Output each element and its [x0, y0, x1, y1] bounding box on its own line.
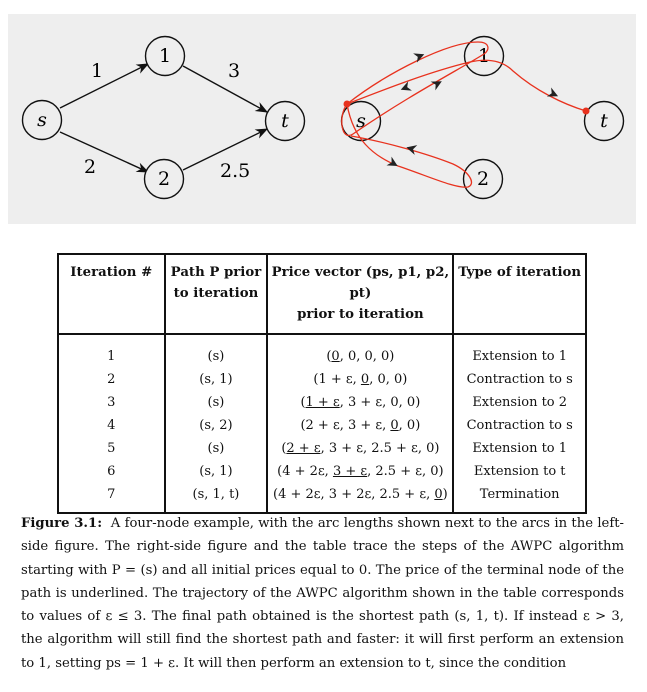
header-iteration: Iteration # — [58, 254, 165, 334]
arrow-head — [413, 50, 426, 63]
cell-path: (s, 2) — [165, 414, 268, 437]
cell-type: Extension to 1 — [453, 437, 586, 460]
arc-label-2-t: 2.5 — [220, 160, 251, 182]
cell-type: Extension to t — [453, 460, 586, 483]
header-price-vector: Price vector (ps, p1, p2, pt) prior to iteration — [267, 254, 453, 334]
node-2-left — [145, 160, 184, 199]
table-row — [58, 414, 586, 437]
underlined-price: 0 — [331, 349, 340, 364]
cell-iteration: 2 — [107, 372, 116, 387]
caption-text: A four-node example, with the arc lengths shown next to the arcs in the left-side figure. The right-side figure and the table trace the steps of the AWPC algorithm starting with P = (s) and all initial prices equal to 0. The price of the terminal node of the path is underlined. The trajectory of the AWPC algorithm shown in the table corresponds to values of ε ≤ 3. The final path obtained is the shortest path (s, 1, t). If instead ε > 3, the algorithm will still find the shortest path and faster: it will first perform an extension to 1, setting ps = 1 + ε. It will then perform an extension to t, since the condition — [21, 516, 624, 671]
node-t-left — [266, 102, 305, 141]
underlined-price: 0 — [390, 418, 399, 433]
cell-price: (4 + 2ε, 3 + ε, 2.5 + ε, 0) — [267, 460, 453, 483]
cell-iteration: 3 — [107, 395, 116, 410]
svg-text:s: s — [37, 109, 47, 131]
header-type: Type of iteration — [453, 254, 586, 334]
table-header-row — [58, 254, 586, 334]
arc-label-1-t: 3 — [228, 60, 241, 82]
arc-1-t — [183, 66, 267, 112]
cell-path: (s, 1, t) — [165, 483, 268, 513]
trace-final-path — [347, 60, 586, 111]
cell-type: Extension to 1 — [453, 334, 586, 368]
cell-type: Contraction to s — [453, 368, 586, 391]
table-row — [58, 483, 586, 513]
cell-price: (0, 0, 0, 0) — [267, 334, 453, 368]
cell-iteration: 1 — [107, 349, 116, 364]
cell-price: (1 + ε, 0, 0, 0) — [267, 368, 453, 391]
cell-iteration: 7 — [107, 487, 116, 502]
underlined-price: 0 — [360, 372, 370, 387]
svg-text:s: s — [356, 110, 366, 132]
iteration-table — [57, 253, 587, 514]
figure-caption — [21, 512, 624, 675]
figure-panel — [8, 14, 636, 224]
header-path: Path P prior to iteration — [165, 254, 268, 334]
table-row — [58, 334, 586, 368]
cell-type: Termination — [453, 483, 586, 513]
left-graph — [23, 37, 305, 199]
arc-label-s-2: 2 — [84, 156, 97, 178]
cell-price: (2 + ε, 3 + ε, 2.5 + ε, 0) — [267, 437, 453, 460]
table-row — [58, 368, 586, 391]
cell-path: (s, 1) — [165, 460, 268, 483]
arc-s-1 — [60, 64, 148, 108]
node-t-right — [585, 102, 624, 141]
node-1-left — [146, 37, 185, 76]
arc-s-2 — [60, 132, 148, 172]
cell-price: (1 + ε, 3 + ε, 0, 0) — [267, 391, 453, 414]
underlined-price: 1 + ε — [305, 395, 340, 410]
svg-text:1: 1 — [158, 45, 172, 67]
cell-iteration: 5 — [107, 441, 116, 456]
svg-text:1: 1 — [477, 45, 491, 67]
svg-text:t: t — [600, 110, 608, 132]
table-row — [58, 460, 586, 483]
caption-label: Figure 3.1: — [21, 516, 103, 531]
cell-type: Extension to 2 — [453, 391, 586, 414]
cell-path: (s, 1) — [165, 368, 268, 391]
trace-start-marker — [344, 101, 351, 108]
cell-path: (s) — [165, 437, 268, 460]
node-2-right — [464, 160, 503, 199]
table-row — [58, 391, 586, 414]
svg-text:2: 2 — [157, 168, 171, 190]
svg-text:2: 2 — [476, 168, 490, 190]
cell-type: Contraction to s — [453, 414, 586, 437]
underlined-price: 0 — [434, 487, 443, 502]
underlined-price: 3 + ε — [332, 464, 368, 479]
node-s-left — [23, 101, 62, 140]
right-graph — [342, 37, 624, 199]
underlined-price: 2 + ε — [286, 441, 321, 456]
arrow-head — [387, 157, 401, 171]
svg-text:t: t — [281, 110, 289, 132]
cell-path: (s) — [165, 334, 268, 368]
arc-label-s-1: 1 — [91, 60, 104, 82]
table-row — [58, 437, 586, 460]
cell-iteration: 6 — [107, 464, 116, 479]
trace-end-marker — [583, 108, 590, 115]
cell-price: (2 + ε, 3 + ε, 0, 0) — [267, 414, 453, 437]
cell-iteration: 4 — [107, 418, 116, 433]
cell-path: (s) — [165, 391, 268, 414]
graph-figure — [8, 14, 636, 224]
cell-price: (4 + 2ε, 3 + 2ε, 2.5 + ε, 0) — [267, 483, 453, 513]
